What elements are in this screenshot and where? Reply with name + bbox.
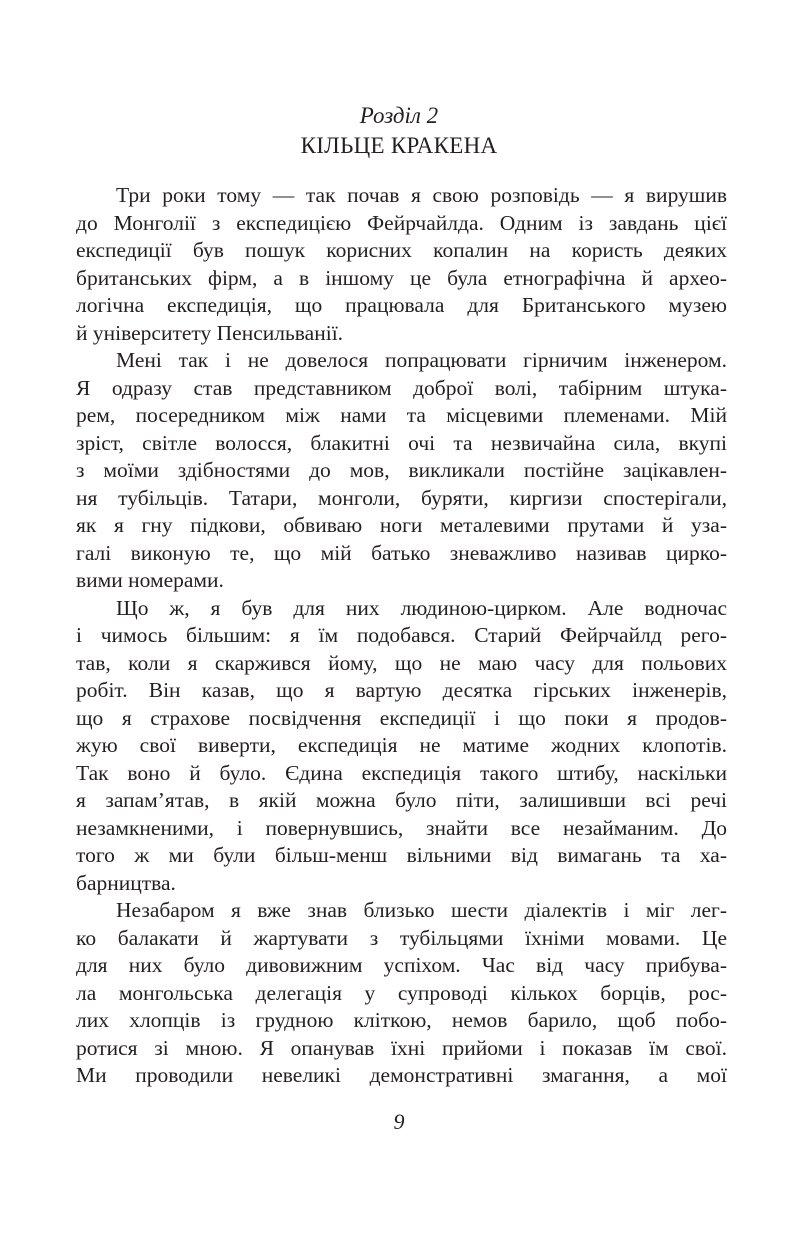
body-text (76, 182, 727, 1090)
text-line: для них було дивовижним успіхом. Час від часу прибува- (76, 953, 727, 977)
text-line: й університету Пенсильванії. (76, 320, 344, 345)
chapter-title: КІЛЬЦЕ КРАКЕНА (300, 133, 498, 158)
text-line: робіт. Він казав, що я вартую десятка гірських інженерів, (76, 678, 727, 702)
text-line: і чимось більшим: я їм подобався. Старий Фейрчайлд рего- (76, 623, 727, 647)
paragraph (76, 182, 727, 347)
text-line: британських фірм, а в іншому це була етнографічна й архео- (76, 265, 727, 290)
text-line: галі виконую те, що мій батько зневажливо називав цирко- (76, 540, 727, 565)
text-line: тав, коли я скаржився йому, що не маю часу для польових (76, 650, 727, 675)
text-line: того ж ми були більш-менш вільними від вимагань та ха- (76, 843, 727, 867)
text-line: ротися зі мною. Я опанував їхні прийоми і показав їм свої. (76, 1035, 727, 1060)
text-line: логічна експедиція, що працювала для Британського музею (76, 293, 727, 317)
text-line: я запам’ятав, в якій можна було піти, залишивши всі речі (76, 788, 727, 812)
text-line: з моїми здібностями до мов, викликали постійне зацікавлен- (76, 458, 727, 482)
text-line: Так воно й було. Єдина експедиція такого штибу, наскільки (76, 760, 727, 785)
text-line: Я одразу став представником доброї волі, табірним штука- (76, 375, 727, 400)
text-line: Незабаром я вже знав близько шести діалектів і міг лег- (116, 898, 727, 922)
text-line: незамкненими, і повернувшись, знайти все незайманим. До (76, 815, 727, 840)
text-line: до Монголії з експедицією Фейрчайлда. Одним із завдань цієї (76, 210, 727, 235)
text-line: жую свої виверти, експедиція не матиме жодних клопотів. (76, 733, 727, 757)
paragraph (76, 897, 727, 1090)
text-line: Ми проводили невеликі демонстративні змагання, а мої (76, 1063, 727, 1087)
text-line: зріст, світле волосся, блакитні очі та незвичайна сила, вкупі (76, 430, 727, 455)
paragraph (76, 595, 727, 898)
text-line: експедиції був пошук корисних копалин на користь деяких (76, 238, 727, 262)
text-line: Мені так і не довелося попрацювати гірничим інженером. (116, 348, 727, 372)
text-line: ла монгольська делегація у супроводі кількох борців, рос- (76, 980, 727, 1005)
text-line: барництва. (76, 870, 176, 895)
text-line: Що ж, я був для них людиною-цирком. Але водночас (116, 595, 727, 620)
text-line: вими номерами. (76, 568, 224, 592)
page-number: 9 (393, 1109, 405, 1134)
text-line: ня тубільців. Татари, монголи, буряти, киргизи спостерігали, (76, 485, 727, 510)
text-line: рем, посередником між нами та місцевими племенами. Мій (76, 403, 727, 427)
chapter-label: Розділ 2 (359, 103, 439, 128)
text-line: лих хлопців із грудною кліткою, немов барило, щоб побо- (76, 1008, 727, 1032)
text-line: Три роки тому — так почав я свою розповідь — я вирушив (116, 183, 727, 207)
text-line: що я страхове посвідчення експедиції і що поки я продов- (76, 705, 727, 730)
paragraph (76, 347, 727, 595)
text-line: як я гну підкови, обвиваю ноги металевими прутами й уза- (76, 513, 727, 537)
text-line: ко балакати й жартувати з тубільцями їхніми мовами. Це (76, 925, 727, 950)
